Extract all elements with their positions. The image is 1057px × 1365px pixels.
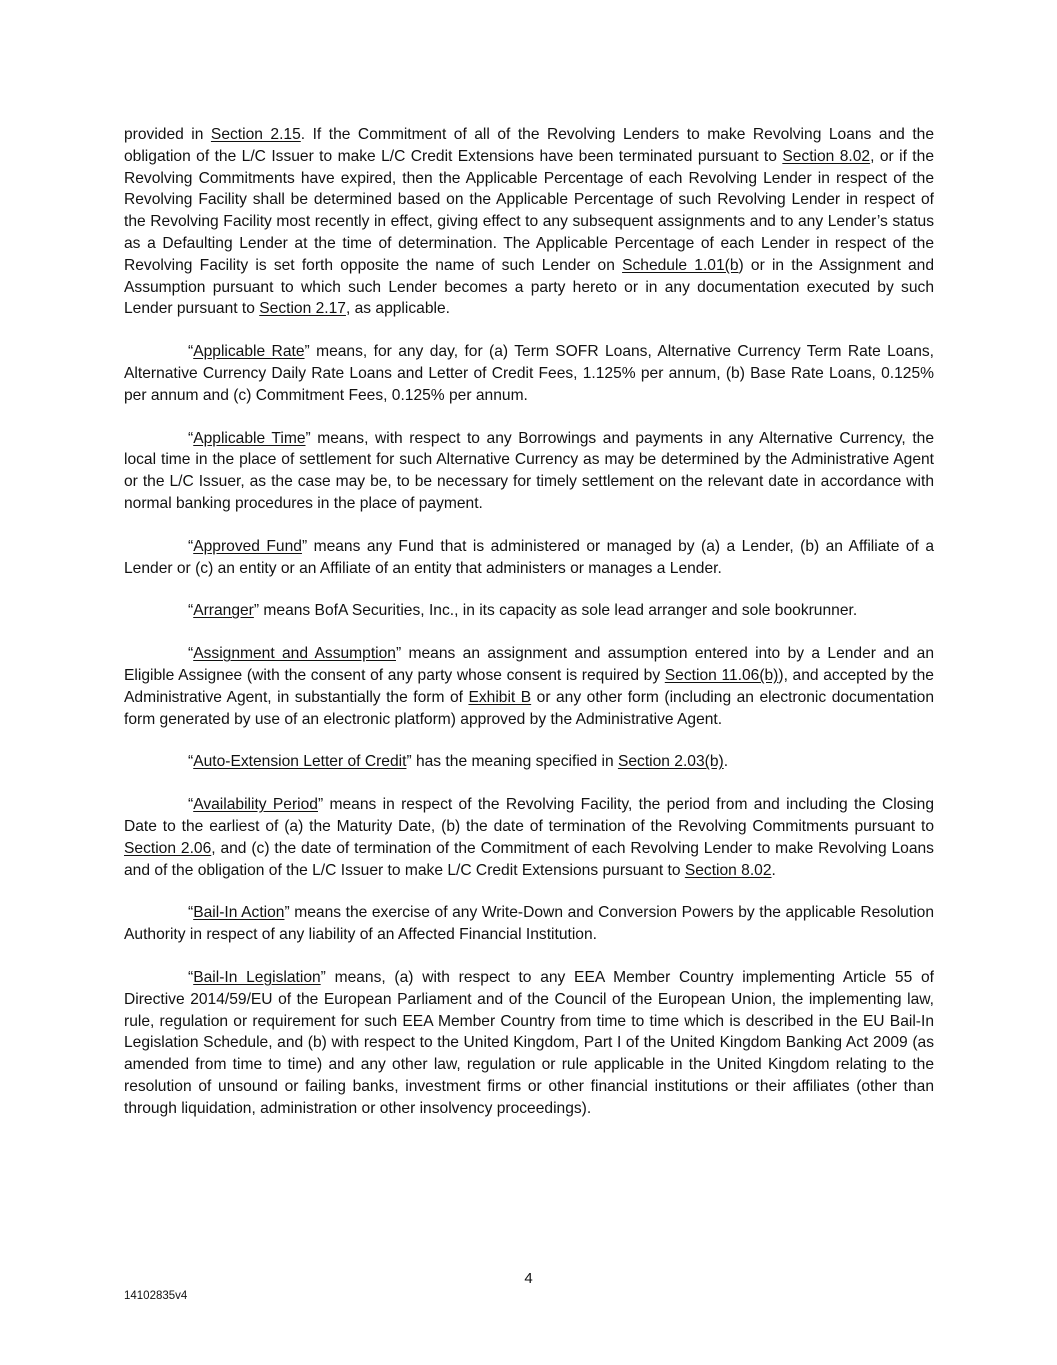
definition-text: ” means the exercise of any Write-Down and Conversion Powers by the applicable Resolution Authority in respect of any liability of an Affected Financial Institution. <box>124 904 935 944</box>
section-ref: Section 8.02 <box>782 147 871 165</box>
open-quote: “ <box>188 645 194 663</box>
open-quote: “ <box>188 429 194 447</box>
document-id: 14102835v4 <box>124 1290 188 1302</box>
section-ref: Section 2.03(b) <box>617 753 724 771</box>
section-ref: Section 2.17 <box>259 300 346 318</box>
definition-approved-fund <box>124 536 934 580</box>
definition-text: ), and accepted by the Administrative Agent, in substantially the form of <box>124 666 934 706</box>
definition-text: ” means BofA Securities, Inc., in its capacity as sole lead arranger and sole bookrunner. <box>253 602 858 620</box>
definition-text: ” means an assignment and assumption entered into by a Lender and an Eligible Assignee (with the consent of any party whose consent is required by <box>124 645 934 684</box>
section-ref: Section 2.15 <box>210 126 301 143</box>
definition-bail-in-legislation <box>124 967 934 1120</box>
definition-text: or any other form (including an electronic documentation form generated by use of an electronic platform) approved by the Administrative Agent. <box>124 688 934 728</box>
definition-text: ” has the meaning specified in <box>406 753 618 771</box>
open-quote: “ <box>188 753 194 771</box>
definition-applicable-rate <box>124 341 934 406</box>
open-quote: “ <box>188 537 194 555</box>
paragraph-applicable-percentage-cont <box>124 124 934 320</box>
defined-term: Assignment and Assumption <box>193 645 396 663</box>
text: , as applicable. <box>345 300 450 318</box>
defined-term: Approved Fund <box>193 537 302 555</box>
exhibit-ref: Exhibit B <box>468 688 532 706</box>
text: . If the Commitment of all of the Revolving Lenders to make Revolving Loans and the obligation of the L/C Issuer to make L/C Credit Extensions have been terminated pursuant to <box>124 126 934 165</box>
section-ref: Section 11.06(b) <box>664 666 779 684</box>
defined-term: Availability Period <box>193 796 318 814</box>
defined-term: Auto-Extension Letter of Credit <box>193 753 407 771</box>
text: , or if the Revolving Commitments have expired, then the Applicable Percentage of each Revolving Lender in respect of the Revolving Facility shall be determined based on the Applicable Percentage of such Revolving Lender in respect of the Revolving Facility most recently in effect, giving effect to any subsequent assignments and to any Lender’s status as a Defaulting Lender at the time of determination. The Applicable Percentage of each Lender in respect of the Revolving Facility is set forth opposite the name of such Lender on <box>124 147 934 274</box>
text: provided in <box>124 126 211 143</box>
document-body <box>124 124 934 1140</box>
defined-term: Arranger <box>193 602 254 620</box>
definition-text: . <box>723 753 729 771</box>
definition-text: . <box>771 861 776 879</box>
definition-applicable-time <box>124 428 934 515</box>
section-ref: Section 2.06 <box>124 839 212 857</box>
definition-text: ” means, with respect to any Borrowings and payments in any Alternative Currency, the local time in the place of settlement for such Alternative Currency as may be determined by the Administrative Agent or the L/C Issuer, as the case may be, to be necessary for timely settlement on the relevant date in accordance with normal banking procedures in the place of payment. <box>124 429 934 512</box>
open-quote: “ <box>188 968 194 986</box>
defined-term: Bail-In Legislation <box>193 968 321 986</box>
defined-term: Bail-In Action <box>193 904 285 922</box>
definition-assignment-and-assumption <box>124 643 934 730</box>
defined-term: Applicable Rate <box>193 343 305 361</box>
open-quote: “ <box>188 904 194 922</box>
defined-term: Applicable Time <box>193 429 306 447</box>
definition-arranger <box>124 600 934 622</box>
definition-bail-in-action <box>124 902 934 946</box>
text: ) or in the Assignment and Assumption pursuant to which such Lender becomes a party hereto or in any documentation executed by such Lender pursuant to <box>124 256 934 318</box>
open-quote: “ <box>188 343 194 361</box>
schedule-ref: Schedule 1.01(b <box>622 256 739 274</box>
definition-text: , and (c) the date of termination of the Commitment of each Revolving Lender to make Revolving Loans and of the obligation of the L/C Issuer to make L/C Credit Extensions pursuant to <box>124 839 934 879</box>
definition-availability-period <box>124 794 934 881</box>
definition-auto-extension-letter-of-credit <box>124 751 934 773</box>
open-quote: “ <box>188 602 194 620</box>
definition-text: ” means, (a) with respect to any EEA Member Country implementing Article 55 of Directive 2014/59/EU of the European Parliament and of the Council of the European Union, the implementing law, rule, regulation or requirement for such EEA Member Country from time to time which is described in the EU Bail-In Legislation Schedule, and (b) with respect to the United Kingdom, Part I of the United Kingdom Banking Act 2009 (as amended from time to time) and any other law, regulation or rule applicable in the United Kingdom relating to the resolution of unsound or failing banks, investment firms or other financial institutions or their affiliates (other than through liquidation, administration or other insolvency proceedings). <box>124 968 934 1117</box>
definition-text: ” means, for any day, for (a) Term SOFR Loans, Alternative Currency Term Rate Loans, Alternative Currency Daily Rate Loans and Letter of Credit Fees, 1.125% per annum, (b) Base Rate Loans, 0.125% per annum and (c) Commitment Fees, 0.125% per annum. <box>124 343 934 404</box>
definition-text: ” means in respect of the Revolving Facility, the period from and including the Closing Date to the earliest of (a) the Maturity Date, (b) the date of termination of the Revolving Commitments pursuant to <box>124 796 934 835</box>
open-quote: “ <box>188 796 194 814</box>
section-ref: Section 8.02 <box>684 861 772 879</box>
page-number: 4 <box>524 1270 533 1287</box>
definition-text: ” means any Fund that is administered or managed by (a) a Lender, (b) an Affiliate of a Lender or (c) an entity or an Affiliate of an entity that administers or manages a Lender. <box>124 537 934 577</box>
